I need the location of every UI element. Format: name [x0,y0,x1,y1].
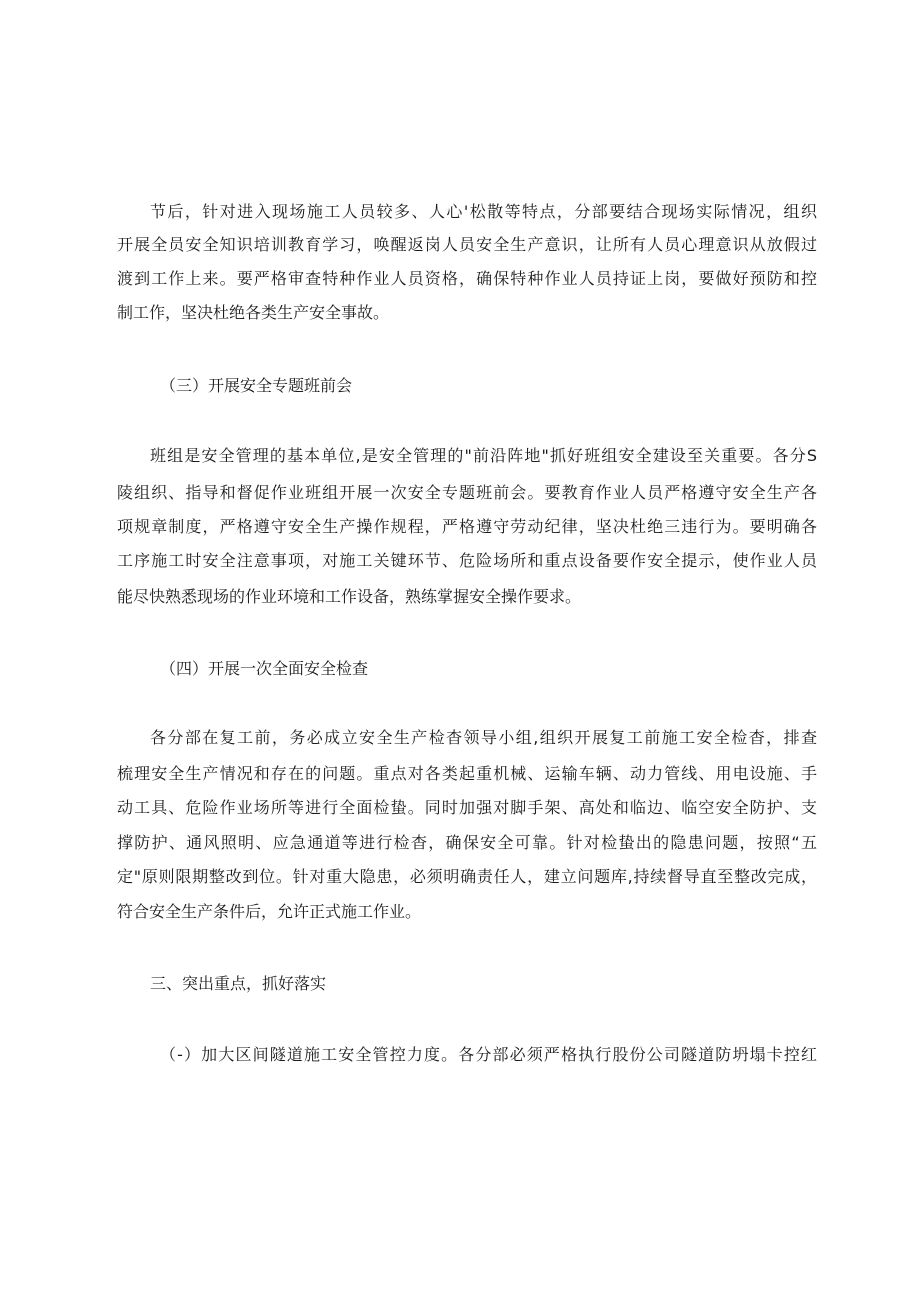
paragraph-1-line-2: 开展全员安全知识培训教育学习，唤醒返岗人员安全生产意识，让所有人员心理意识从放假过 [117,235,817,254]
paragraph-1-line-3: 渡到工作上来。要严格审查特种作业人员资格，确保特种作业人员持证上岗，要做好预防和控 [117,269,817,288]
section-3-heading: 三、突出重点，抓好落实 [150,974,327,993]
paragraph-3-line-2: 梳理安全生产情况和存在的问题。重点对各类起重机械、运输车辆、动力管线、用电设施、手 [117,764,817,783]
paragraph-1-line-4: 制工作，坚决杜绝各类生产安全事故。 [117,303,390,322]
paragraph-3-line-1: 各分部在复工前，务必成立安全生产检杳领导小组,组织开展复工前施工安全检杳，排查 [150,728,817,747]
paragraph-2-line-2: 陵组织、指导和督促作业班组开展一次安全专题班前会。要教育作业人员严格遵守安全生产各 [117,483,817,502]
paragraph-2-line-1: 班组是安全管理的基本单位,是安全管理的"前沿阵地"抓好班组安全建设至关重要。各分S [150,446,817,465]
paragraph-3-line-4: 撑防护、通风照明、应急通道等进行检杳，确保安全可靠。针对检蛰出的隐患问题，按照“五 [117,833,817,852]
paragraph-3-line-5: 定"原则限期整改到位。针对重大隐患，必须明确责任人，建立问题库,持续督导直至整改完成， [117,867,817,886]
paragraph-4-line-1: （-）加大区间隧道施工安全管控力度。各分部必须严格执行股份公司隧道防坍塌卡控红 [160,1045,817,1064]
paragraph-3-line-6: 符合安全生产条件后，允许正式施工作业。 [117,902,422,921]
paragraph-2-line-3: 项规章制度，严格遵守安全生产操作规程，严格遵守劳动纪律，坚决杜绝三违行为。要明确各 [117,517,817,536]
paragraph-2-line-5: 能尽快熟悉现场的作业环境和工作设备，熟练掌握安全操作要求。 [117,587,582,606]
heading-section-3: （三）开展安全专题班前会 [160,376,353,395]
paragraph-2-line-4: 工序施工时安全注意事项，对施工关键环节、危险场所和重点设备要作安全提示，使作业人员 [117,551,817,570]
paragraph-3-line-3: 动工具、危险作业场所等进行全面检蛰。同时加强对脚手架、高处和临边、临空安全防护、支 [117,798,817,817]
heading-section-4: （四）开展一次全面安全检查 [160,659,369,678]
paragraph-1-line-1: 节后，针对进入现场施工人员较多、人心'松散等特点，分部要结合现场实际情况，组织 [150,202,817,221]
